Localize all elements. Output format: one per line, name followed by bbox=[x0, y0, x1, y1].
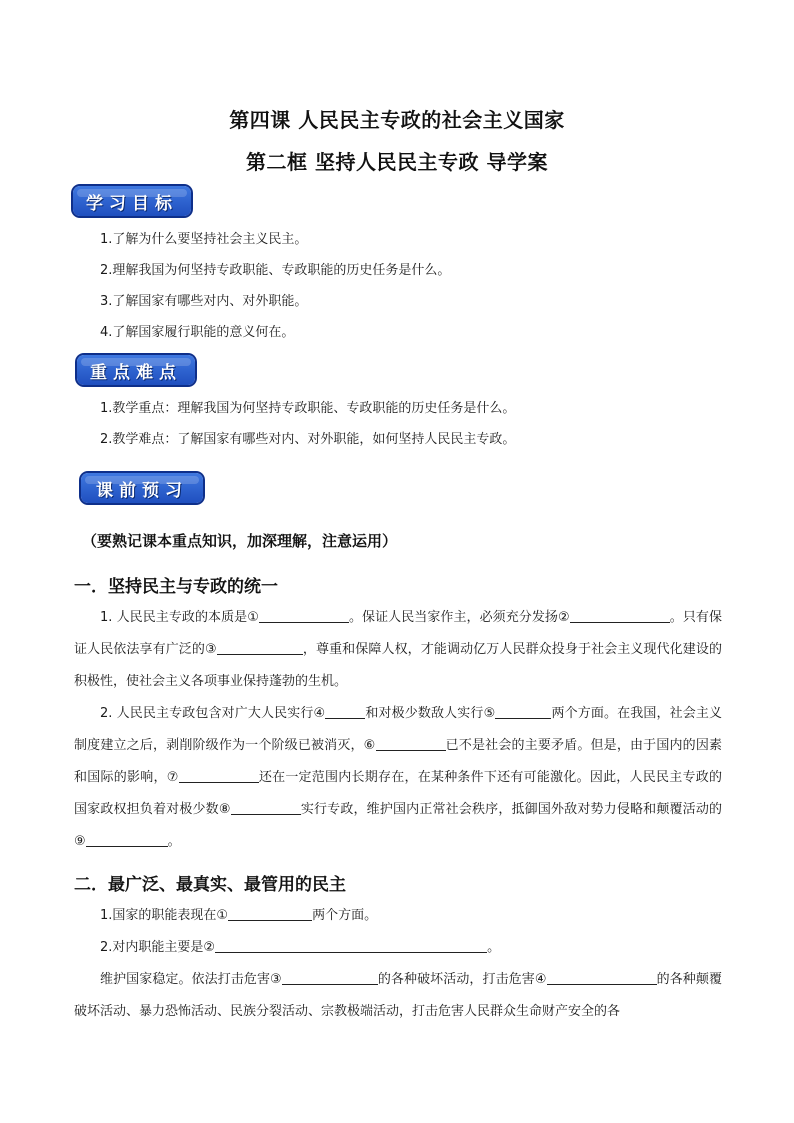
paragraph: 1.国家的职能表现在① 两个方面。 bbox=[74, 900, 722, 932]
fill-blank[interactable] bbox=[217, 639, 303, 655]
preview-badge: 课前预习 bbox=[81, 473, 203, 503]
fill-blank[interactable] bbox=[228, 905, 312, 921]
lesson-title: 第四课 人民民主专政的社会主义国家 bbox=[229, 108, 565, 132]
fill-blank[interactable] bbox=[547, 969, 657, 985]
fill-blank[interactable] bbox=[259, 607, 349, 623]
section-heading: 二．最广泛、最真实、最管用的民主 bbox=[74, 875, 346, 895]
preview-note: （要熟记课本重点知识，加深理解，注意运用） bbox=[82, 532, 398, 550]
fill-blank[interactable] bbox=[86, 831, 168, 847]
objective-item: 3.了解国家有哪些对内、对外职能。 bbox=[100, 294, 308, 309]
objectives-badge: 学习目标 bbox=[73, 186, 191, 216]
key-points-badge: 重点难点 bbox=[77, 355, 195, 385]
objective-item: 1.了解为什么要坚持社会主义民主。 bbox=[100, 232, 308, 247]
fill-blank[interactable] bbox=[179, 767, 259, 783]
section-heading: 一．坚持民主与专政的统一 bbox=[74, 577, 278, 597]
paragraph: 2.对内职能主要是② 。 bbox=[74, 932, 722, 964]
paragraph: 2. 人民民主专政包含对广大人民实行④ 和对极少数敌人实行⑤ 两个方面。在我国，社会主义制度建立之后，剥削阶级作为一个阶级已被消灭，⑥ 已不是社会的主要矛盾。但是，由于国内的因素和国际的影响，⑦ 还在一定范围内长期存在，在某种条件下还有可能激化。因此，人民民主专政的国家政权担负着对极少数⑧ 实行专政，维护国内正常社会秩序，抵御国外敌对势力侵略和颠覆活动的⑨ 。 bbox=[74, 698, 722, 858]
objective-item: 2.理解我国为何坚持专政职能、专政职能的历史任务是什么。 bbox=[100, 263, 451, 278]
fill-blank[interactable] bbox=[495, 703, 551, 719]
fill-blank[interactable] bbox=[282, 969, 378, 985]
key-point-item: 1.教学重点：理解我国为何坚持专政职能、专政职能的历史任务是什么。 bbox=[100, 401, 516, 416]
fill-blank[interactable] bbox=[215, 937, 487, 953]
fill-blank[interactable] bbox=[376, 735, 446, 751]
paragraph: 1. 人民民主专政的本质是① 。保证人民当家作主，必须充分发扬② 。只有保证人民依法享有广泛的③ ，尊重和保障人权，才能调动亿万人民群众投身于社会主义现代化建设的积极性，使社会主义各项事业保持蓬勃的生机。 bbox=[74, 602, 722, 698]
paragraph: 维护国家稳定。依法打击危害③ 的各种破坏活动，打击危害④ 的各种颠覆破坏活动、暴力恐怖活动、民族分裂活动、宗教极端活动，打击危害人民群众生命财产安全的各 bbox=[74, 964, 722, 1028]
key-point-item: 2.教学难点：了解国家有哪些对内、对外职能，如何坚持人民民主专政。 bbox=[100, 432, 516, 447]
fill-blank[interactable] bbox=[570, 607, 670, 623]
lesson-subtitle: 第二框 坚持人民民主专政 导学案 bbox=[246, 150, 548, 174]
objective-item: 4.了解国家履行职能的意义何在。 bbox=[100, 325, 295, 340]
fill-blank[interactable] bbox=[325, 703, 365, 719]
fill-blank[interactable] bbox=[231, 799, 301, 815]
